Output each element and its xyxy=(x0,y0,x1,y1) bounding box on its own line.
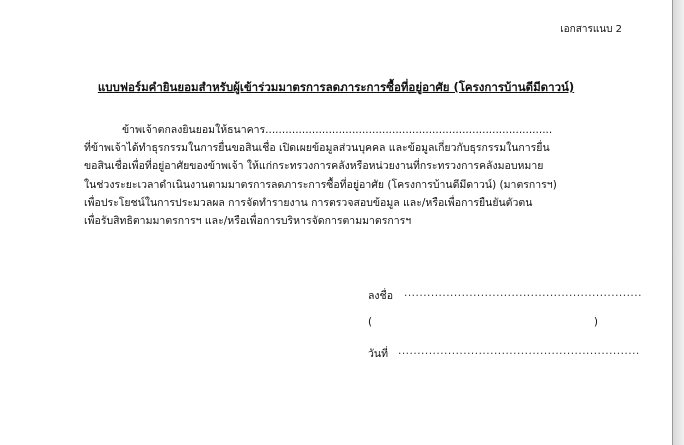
body-line: เพื่อประโยชน์ในการประมวลผล การจัดทำรายงาน การตรวจสอบข้อมูล และ/หรือเพื่อการยืนยันตัวตน xyxy=(84,196,533,209)
signature-label: ลงชื่อ xyxy=(368,290,393,302)
date-line: ............................................................... xyxy=(398,345,640,357)
signature-block xyxy=(368,287,642,374)
name-close-paren: ) xyxy=(593,316,598,328)
document-title: แบบฟอร์มคำยินยอมสำหรับผู้เข้าร่วมมาตรการลดภาระการซื้อที่อยู่อาศัย (โครงการบ้านดีมีดาวน์) xyxy=(97,80,575,94)
name-open-paren: ( xyxy=(368,316,373,328)
body-line: ข้าพเจ้าตกลงยินยอมให้ธนาคาร...................................................................................... xyxy=(122,124,553,136)
body-line: เพื่อรับสิทธิตามมาตรการฯ และ/หรือเพื่อการบริหารจัดการตามมาตรการฯ xyxy=(84,214,412,227)
viewer-background xyxy=(673,0,684,445)
body-line: ในช่วงระยะเวลาดำเนินงานตามมาตรการลดภาระการซื้อที่อยู่อาศัย (โครงการบ้านดีมีดาวน์) (มาตรการฯ) xyxy=(84,178,557,191)
date-row xyxy=(368,345,640,374)
printed-name-row xyxy=(368,316,600,345)
signature-row xyxy=(368,287,642,316)
date-label: วันที่ xyxy=(368,348,388,360)
attachment-label: เอกสารแนบ 2 xyxy=(560,24,622,35)
consent-body xyxy=(84,121,614,230)
body-line: ที่ข้าพเจ้าได้ทำธุรกรรมในการยื่นขอสินเชื่อ เปิดเผยข้อมูลส่วนบุคคล และข้อมูลเกี่ยวกับธุรกรรมในการยื่น xyxy=(84,142,550,155)
body-line: ขอสินเชื่อเพื่อที่อยู่อาศัยของข้าพเจ้า ให้แก่กระทรวงการคลังหรือหน่วยงานที่กระทรวงการคลังมอบหมาย xyxy=(84,160,544,173)
signature-line: .............................................................. xyxy=(404,287,642,299)
